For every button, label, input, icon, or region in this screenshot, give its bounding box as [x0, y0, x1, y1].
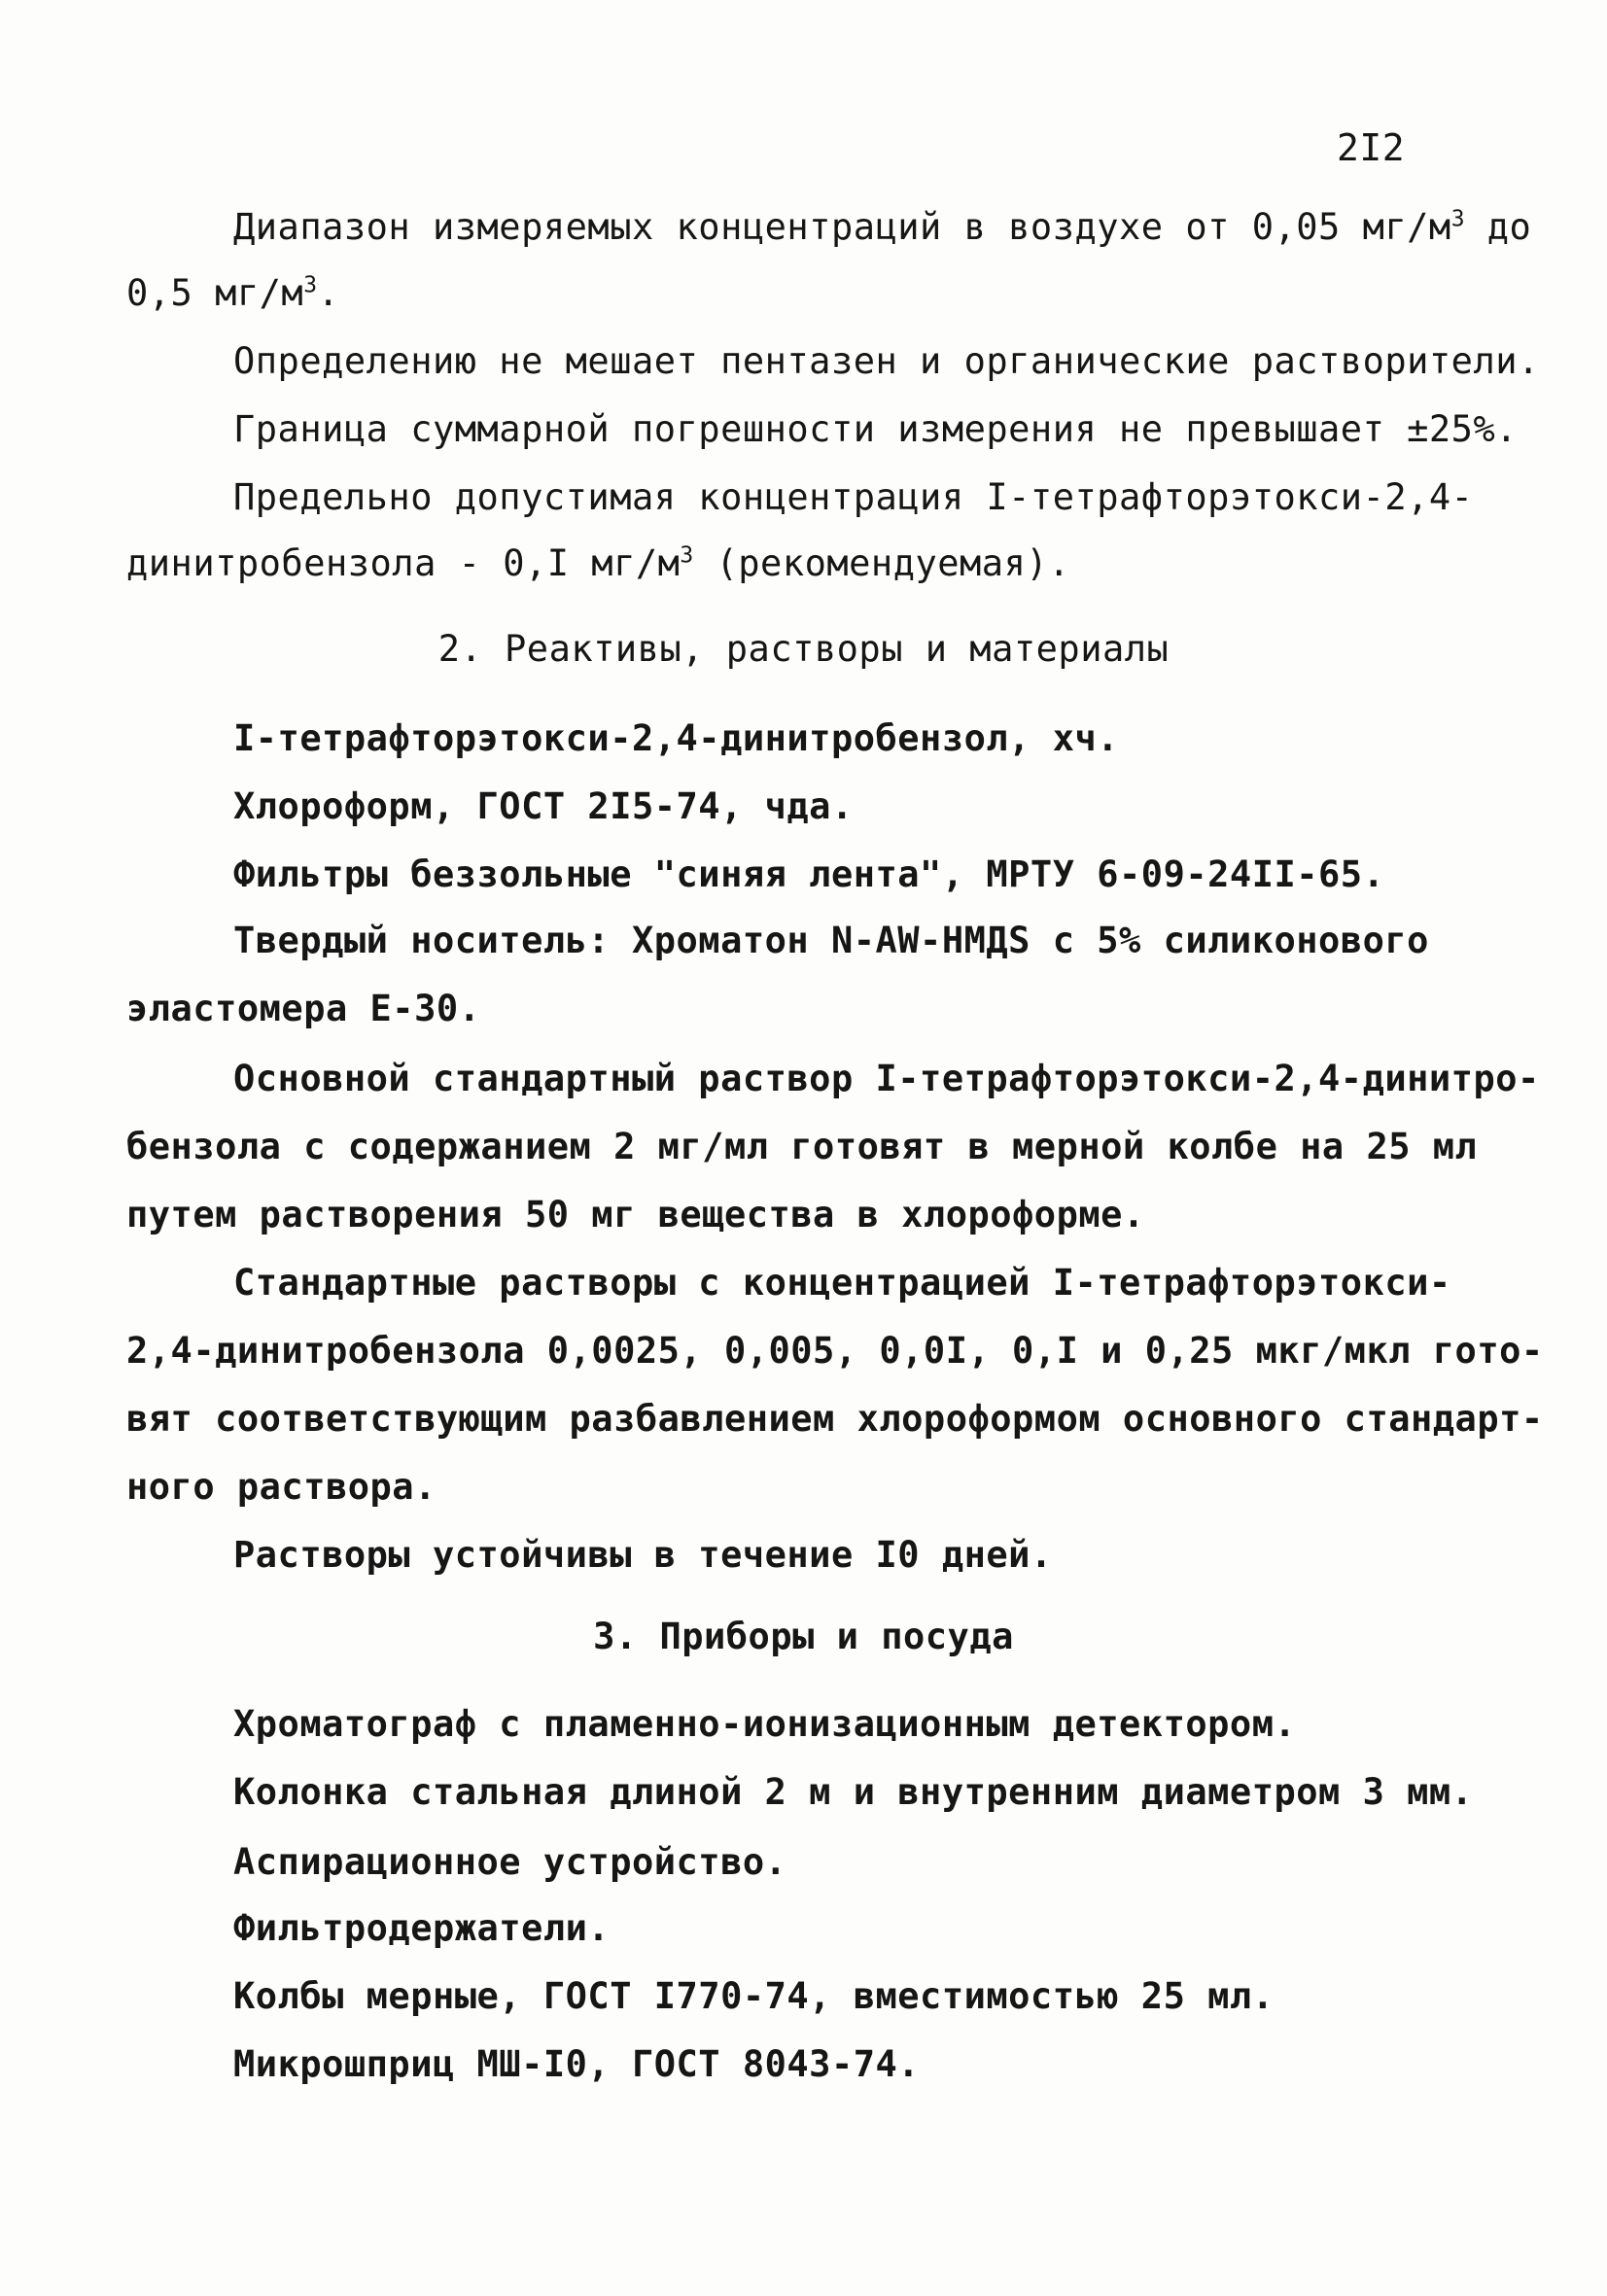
reagent-line: 2,4-динитробензола 0,0025, 0,005, 0,0I, 0,I и 0,25 мкг/мкл гото- [126, 1330, 1544, 1372]
equipment-line: Колбы мерные, ГОСТ I770-74, вместимостью 25 мл. [233, 1975, 1275, 2017]
mac-line-2-sup: 3 [680, 542, 694, 569]
reagent-line: ного раствора. [126, 1466, 437, 1508]
reagent-line: Твердый носитель: Хроматон N-AW-HMДS с 5% силиконового [233, 920, 1429, 961]
equipment-line: Фильтродержатели. [233, 1907, 611, 1949]
error-bound-line: Граница суммарной погрешности измерения не превышает ±25%. [233, 408, 1519, 450]
range-line-1-text: Диапазон измеряемых концентраций в воздухе от 0,05 мг/м [233, 206, 1451, 248]
reagent-line: вят соответствующим разбавлением хлороформом основного стандарт- [126, 1398, 1544, 1440]
reagent-line: Растворы устойчивы в течение I0 дней. [233, 1534, 1053, 1576]
reagent-line: Основной стандартный раствор I-тетрафторэтокси-2,4-динитро- [233, 1058, 1540, 1099]
page-number: 2I2 [1337, 126, 1406, 169]
range-line-1 [233, 206, 1531, 248]
range-line-2-tail: . [317, 272, 340, 314]
equipment-line: Микрошприц МШ-I0, ГОСТ 8043-74. [233, 2043, 921, 2085]
reagent-line: бензола с содержанием 2 мг/мл готовят в мерной колбе на 25 мл [126, 1126, 1478, 1167]
reagent-line: путем растворения 50 мг вещества в хлороформе. [126, 1194, 1145, 1235]
reagent-line: Фильтры беззольные "синяя лента", МРТУ 6-09-24II-65. [233, 853, 1385, 895]
range-line-2-sup: 3 [303, 272, 318, 298]
range-line-2 [126, 272, 339, 314]
equipment-line: Аспирационное устройство. [233, 1841, 787, 1883]
equipment-line: Колонка стальная длиной 2 м и внутренним диаметром 3 мм. [233, 1771, 1474, 1813]
reagent-line: I-тетрафторэтокси-2,4-динитробензол, хч. [233, 717, 1120, 759]
reagent-line: эластомера Е-30. [126, 988, 481, 1029]
reagent-line: Стандартные растворы с концентрацией I-тетрафторэтокси- [233, 1262, 1451, 1304]
section-2-heading: 2. Реактивы, растворы и материалы [437, 628, 1170, 670]
equipment-line: Хроматограф с пламенно-ионизационным детектором. [233, 1703, 1297, 1745]
mac-line-2 [126, 542, 1070, 584]
mac-line-2-text: динитробензола - 0,I мг/м [126, 542, 681, 584]
range-line-2-text: 0,5 мг/м [126, 272, 304, 314]
reagent-line: Хлороформ, ГОСТ 2I5-74, чда. [233, 785, 854, 827]
range-line-1-sup: 3 [1450, 206, 1465, 232]
range-line-1-tail: до [1465, 206, 1532, 248]
mac-line-2-tail: (рекомендуемая). [693, 542, 1070, 584]
mac-line-1: Предельно допустимая концентрация I-тетрафторэтокси-2,4- [233, 476, 1474, 518]
interference-line: Определению не мешает пентазен и органические растворители. [233, 340, 1540, 382]
section-3-heading: 3. Приборы и посуда [593, 1616, 1014, 1657]
